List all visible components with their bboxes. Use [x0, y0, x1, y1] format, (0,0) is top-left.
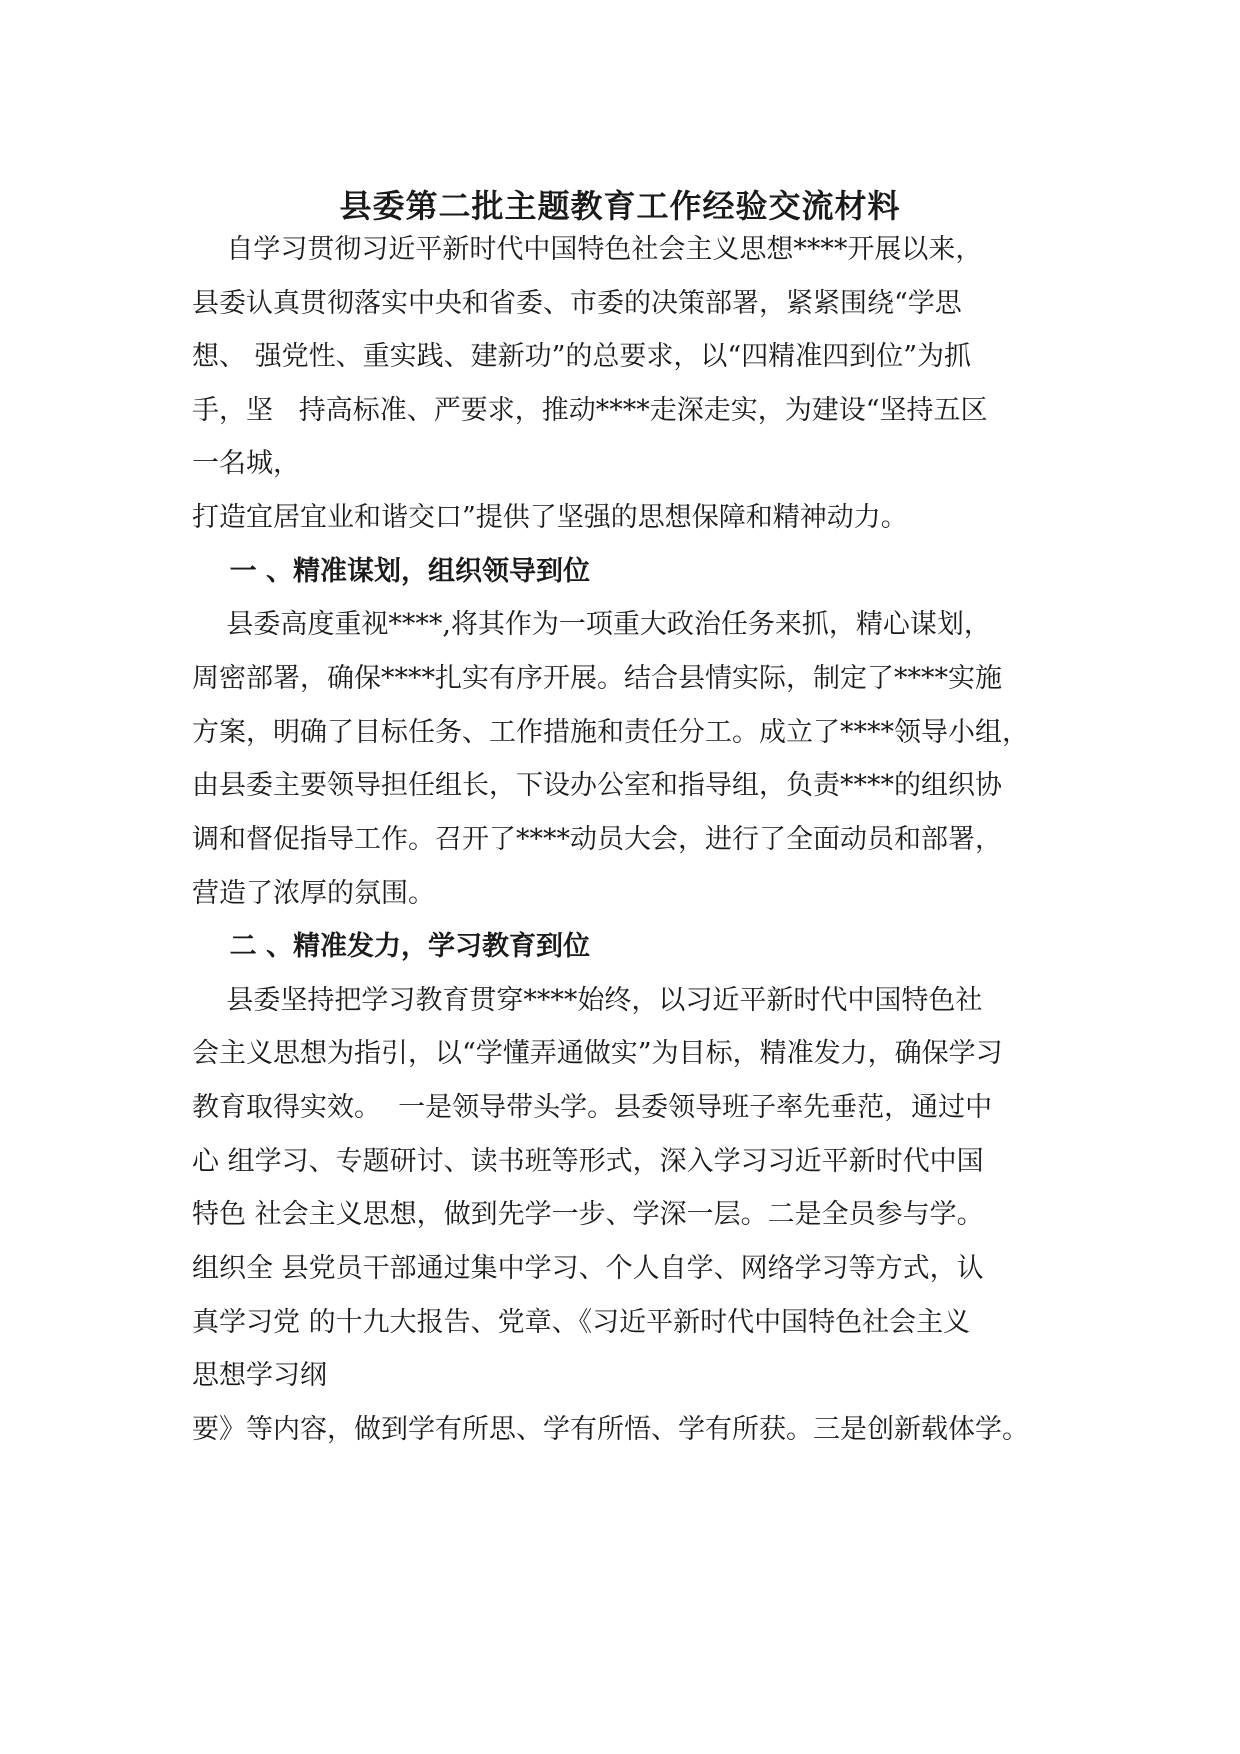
- body-line: 打造宜居宜业和谐交口”提供了坚强的思想保障和精神动力。: [192, 502, 908, 533]
- body-line: 思想学习纲: [192, 1360, 327, 1391]
- body-line: 组织全 县党员干部通过集中学习、个人自学、网络学习等方式，认: [192, 1253, 984, 1284]
- section-heading-1: 一 、精准谋划，组织领导到位: [192, 556, 590, 587]
- body-line: 教育取得实效。 一是领导带头学。县委领导班子率先垂范，通过中: [192, 1092, 993, 1123]
- section-heading-2: 二 、精准发力，学习教育到位: [192, 931, 590, 962]
- body-line: 手，坚 持高标准、严要求，推动****走深走实，为建设“坚持五区: [192, 395, 988, 426]
- body-line: 周密部署，确保****扎实有序开展。结合县情实际，制定了****实施: [192, 663, 1002, 694]
- body-line: 一名城，: [192, 448, 300, 479]
- body-line: 县委认真贯彻落实中央和省委、市委的决策部署，紧紧围绕“学思: [192, 288, 962, 319]
- body-line: 营造了浓厚的氛围。: [192, 878, 435, 909]
- body-line: 心 组学习、专题研讨、读书班等形式，深入学习习近平新时代中国: [192, 1146, 984, 1177]
- document-title: 县委第二批主题教育工作经验交流材料: [339, 187, 901, 225]
- body-line: 方案，明确了目标任务、工作措施和责任分工。成立了****领导小组，: [192, 717, 1029, 748]
- body-line: 会主义思想为指引，以“学懂弄通做实”为目标，精准发力，确保学习: [192, 1038, 1003, 1069]
- body-line: 想、 强党性、重实践、建新功”的总要求，以“四精准四到位”为抓: [192, 341, 971, 372]
- body-line: 县委坚持把学习教育贯穿****始终，以习近平新时代中国特色社: [192, 985, 983, 1016]
- body-line: 由县委主要领导担任组长，下设办公室和指导组，负责****的组织协: [192, 770, 1002, 801]
- body-line: 自学习贯彻习近平新时代中国特色社会主义思想****开展以来，: [192, 234, 983, 265]
- body-line: 要》等内容，做到学有所思、学有所悟、学有所获。三是创新载体学。: [192, 1414, 1029, 1445]
- body-line: 真学习党 的十九大报告、党章、《习近平新时代中国特色社会主义: [192, 1307, 971, 1338]
- body-line: 县委高度重视****,将其作为一项重大政治任务来抓，精心谋划，: [192, 609, 991, 640]
- body-line: 特色 社会主义思想，做到先学一步、学深一层。二是全员参与学。: [192, 1199, 984, 1230]
- body-line: 调和督促指导工作。召开了****动员大会，进行了全面动员和部署，: [192, 824, 1002, 855]
